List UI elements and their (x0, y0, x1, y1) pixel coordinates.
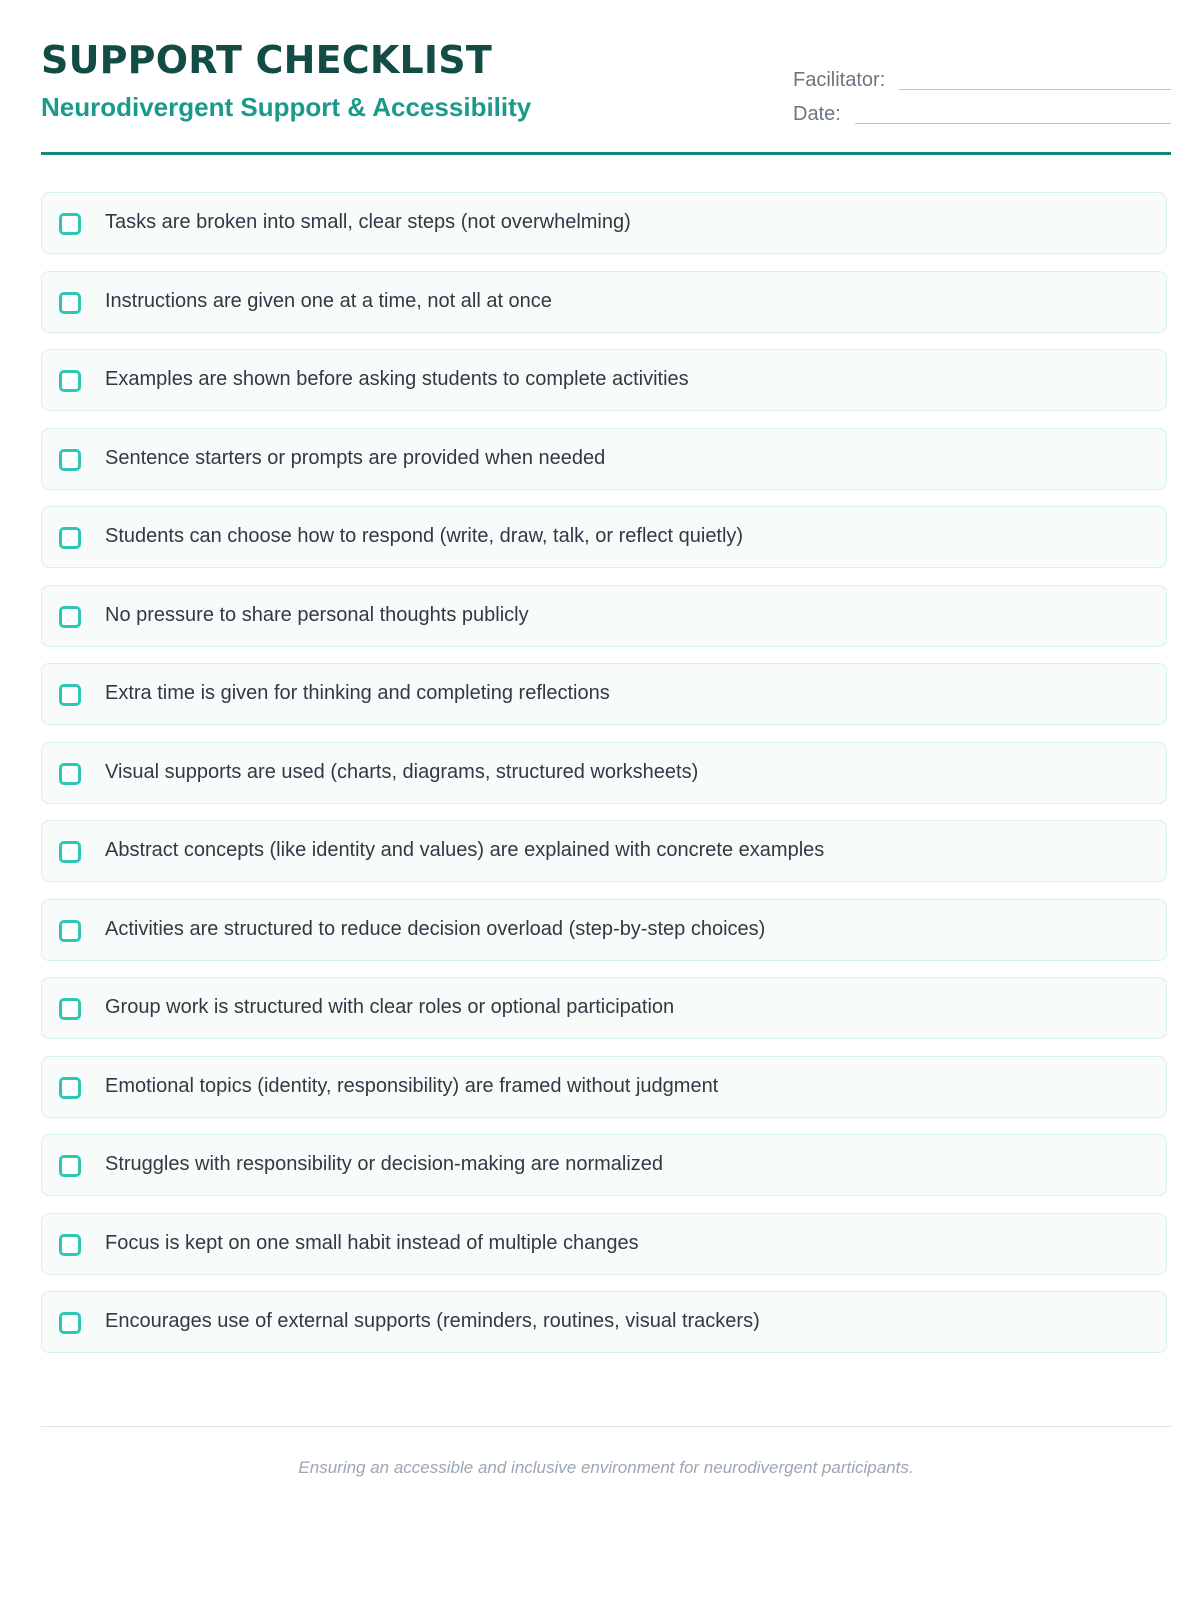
checklist-item[interactable] (41, 663, 1167, 725)
checklist-item[interactable] (41, 428, 1167, 490)
checkbox[interactable] (59, 527, 81, 549)
checkbox[interactable] (59, 920, 81, 942)
page-header (41, 38, 1171, 155)
checklist-item-label: Focus is kept on one small habit instead of multiple changes (105, 1231, 639, 1254)
checkbox[interactable] (59, 1234, 81, 1256)
page-subtitle: Neurodivergent Support & Accessibility (41, 92, 532, 122)
checklist-item-label: Emotional topics (identity, responsibility) are framed without judgment (105, 1074, 719, 1097)
checklist-item[interactable] (41, 977, 1167, 1039)
checkbox[interactable] (59, 684, 81, 706)
checkbox[interactable] (59, 998, 81, 1020)
checklist-item-label: Sentence starters or prompts are provided when needed (105, 446, 606, 469)
checklist-item[interactable] (41, 820, 1167, 882)
checkbox[interactable] (59, 1155, 81, 1177)
footer-note: Ensuring an accessible and inclusive environment for neurodivergent participants. (298, 1458, 914, 1477)
facilitator-field[interactable] (899, 89, 1171, 90)
checklist-item[interactable] (41, 271, 1167, 333)
checklist-item[interactable] (41, 1056, 1167, 1118)
checkbox[interactable] (59, 370, 81, 392)
checklist-item-label: Activities are structured to reduce decision overload (step-by-step choices) (105, 917, 766, 940)
checkbox[interactable] (59, 1312, 81, 1334)
facilitator-label: Facilitator: (793, 69, 886, 91)
checklist-item[interactable] (41, 585, 1167, 647)
checklist-item[interactable] (41, 506, 1167, 568)
checkbox[interactable] (59, 213, 81, 235)
checklist-item[interactable] (41, 1134, 1167, 1196)
checklist-item-label: Visual supports are used (charts, diagrams, structured worksheets) (105, 760, 699, 783)
checkbox[interactable] (59, 1077, 81, 1099)
page-title: SUPPORT CHECKLIST (41, 38, 492, 82)
checklist-item-label: Struggles with responsibility or decision-making are normalized (105, 1153, 664, 1175)
checklist-item[interactable] (41, 742, 1167, 804)
checklist-item[interactable] (41, 899, 1167, 961)
checklist-item-label: Group work is structured with clear roles or optional participation (105, 996, 675, 1018)
checklist-item[interactable] (41, 192, 1167, 254)
checklist-item-label: Tasks are broken into small, clear steps (not overwhelming) (105, 211, 631, 233)
date-field[interactable] (855, 123, 1171, 124)
checkbox[interactable] (59, 763, 81, 785)
date-label: Date: (793, 103, 841, 125)
checklist-item[interactable] (41, 1291, 1167, 1353)
date-row (793, 100, 1171, 126)
checklist-item-label: Encourages use of external supports (reminders, routines, visual trackers) (105, 1310, 760, 1332)
checkbox[interactable] (59, 449, 81, 471)
checklist-item-label: No pressure to share personal thoughts publicly (105, 603, 529, 626)
checkbox[interactable] (59, 841, 81, 863)
checklist-item-label: Students can choose how to respond (write, draw, talk, or reflect quietly) (105, 525, 744, 547)
checklist-item-label: Abstract concepts (like identity and values) are explained with concrete examples (105, 839, 825, 861)
checklist-item[interactable] (41, 349, 1167, 411)
checklist-page (41, 0, 1171, 1600)
facilitator-row (793, 66, 1171, 92)
footer-divider (41, 1426, 1171, 1427)
checklist-item-label: Examples are shown before asking students to complete activities (105, 368, 689, 390)
checkbox[interactable] (59, 606, 81, 628)
checkbox[interactable] (59, 292, 81, 314)
checklist-item-label: Instructions are given one at a time, not all at once (105, 289, 552, 312)
checklist-item-label: Extra time is given for thinking and completing reflections (105, 682, 610, 704)
checklist-item[interactable] (41, 1213, 1167, 1275)
